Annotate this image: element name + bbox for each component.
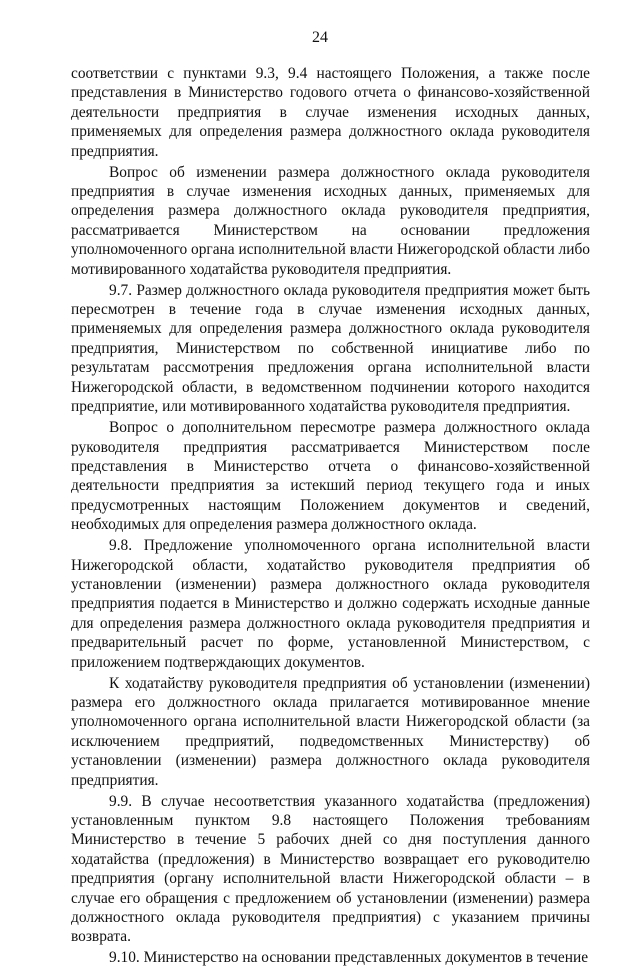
paragraph-additional-revision: Вопрос о дополнительном пересмотре размера должностного оклада руководителя предприятия рассматривается Министерством после представления в Министерство отчета о финансово-хозяйственной деятельности предприятия за истекший период текущего года и иных предусмотренных настоящим Положением документов и сведений, необходимых для определения размера должностного оклада.	[71, 419, 590, 534]
paragraph-9-8: 9.8. Предложение уполномоченного органа исполнительной власти Нижегородской области, ходатайство руководителя предприятия об установлении (изменении) размера должностного оклада руководителя предприятия подается в Министерство и должно содержать исходные данные для определения размера должностного оклада руководителя предприятия и предварительный расчет по форме, установленной Министерством, с приложением подтверждающих документов.	[71, 537, 590, 671]
document-body	[71, 64, 590, 969]
paragraph-salary-revision-question: Вопрос об изменении размера должностного оклада руководителя предприятия в случае изменения исходных данных, применяемых для определения размера должностного оклада руководителя предприятия, рассматривается Министерством на основании предложения уполномоченного органа исполнительной власти Нижегородской области либо мотивированного ходатайства руководителя предприятия.	[71, 163, 590, 278]
paragraph-petition-attachment: К ходатайству руководителя предприятия об установлении (изменении) размера его должностного оклада прилагается мотивированное мнение уполномоченного органа исполнительной власти Нижегородской области (за исключением предприятий, подведомственных Министерству) об установлении (изменении) размера должностного оклада руководителя предприятия.	[71, 674, 590, 789]
paragraph-continuation: соответствии с пунктами 9.3, 9.4 настоящего Положения, а также после представления в Министерство годового отчета о финансово-хозяйственной деятельности предприятия в случае изменения исходных данных, применяемых для определения размера должностного оклада руководителя предприятия.	[71, 65, 590, 160]
paragraph-9-10: 9.10. Министерство на основании представленных документов в течение	[109, 949, 589, 967]
page-number: 24	[312, 29, 328, 46]
paragraph-9-9: 9.9. В случае несоответствия указанного ходатайства (предложения) установленным пунктом 9.8 настоящего Положения требованиям Министерство в течение 5 рабочих дней со дня поступления данного ходатайства (предложения) в Министерство возвращает его руководителю предприятия (органу исполнительной власти Нижегородской области – в случае его обращения с предложением об установлении (изменении) размера должностного оклада руководителя предприятия) с указанием причины возврата.	[71, 792, 590, 946]
paragraph-9-7: 9.7. Размер должностного оклада руководителя предприятия может быть пересмотрен в течение года в случае изменения исходных данных, применяемых для определения размера должностного оклада руководителя предприятия, Министерством по собственной инициативе либо по результатам рассмотрения предложения органа исполнительной власти Нижегородской области, в ведомственном подчинении которого находится предприятие, или мотивированного ходатайства руководителя предприятия.	[71, 281, 590, 416]
